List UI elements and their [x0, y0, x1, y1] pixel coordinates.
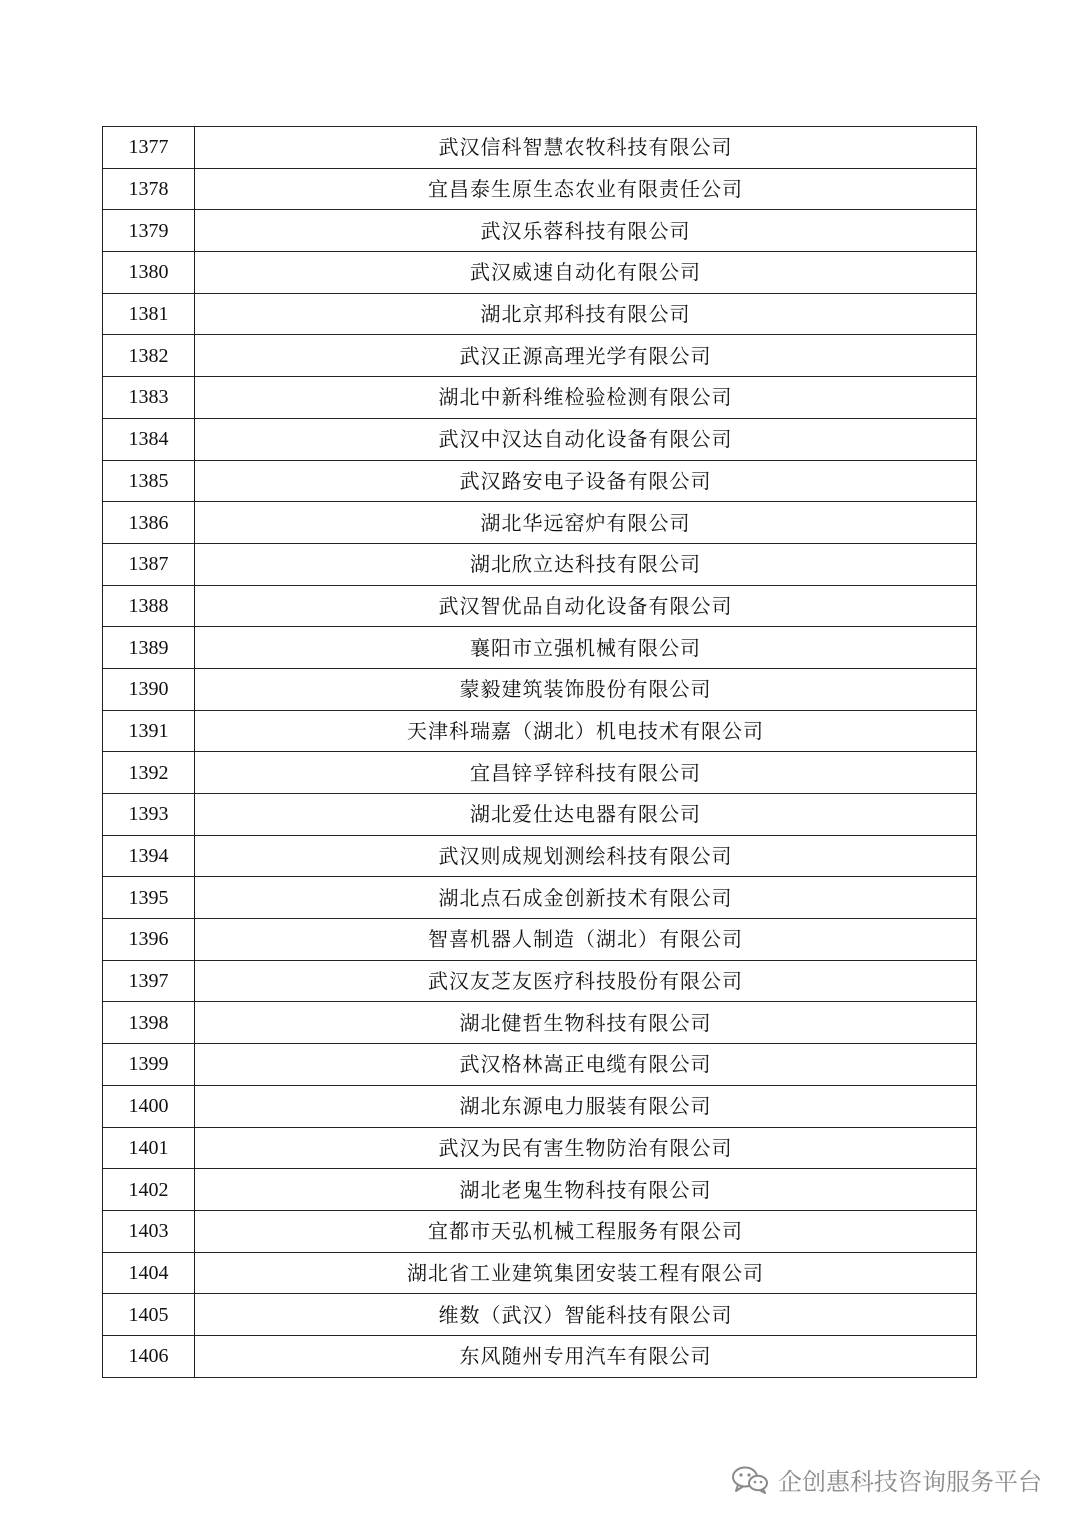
- row-number-cell: 1405: [103, 1294, 195, 1336]
- table-row: [103, 877, 977, 919]
- row-number-cell: 1385: [103, 460, 195, 502]
- row-number-cell: 1399: [103, 1044, 195, 1086]
- company-name-cell: 东风随州专用汽车有限公司: [195, 1335, 977, 1377]
- company-name-cell: 湖北中新科维检验检测有限公司: [195, 377, 977, 419]
- row-number-cell: 1403: [103, 1210, 195, 1252]
- table-row: [103, 1169, 977, 1211]
- company-name-cell: 武汉则成规划测绘科技有限公司: [195, 835, 977, 877]
- company-name-cell: 武汉乐蓉科技有限公司: [195, 210, 977, 252]
- company-name-cell: 蒙毅建筑装饰股份有限公司: [195, 668, 977, 710]
- table-row: [103, 293, 977, 335]
- company-list-table: [102, 126, 977, 1378]
- watermark-text: 企创惠科技咨询服务平台: [778, 1468, 1042, 1496]
- table-row: [103, 835, 977, 877]
- row-number-cell: 1400: [103, 1085, 195, 1127]
- table-row: [103, 502, 977, 544]
- row-number-cell: 1380: [103, 252, 195, 294]
- row-number-cell: 1398: [103, 1002, 195, 1044]
- table-row: [103, 1002, 977, 1044]
- row-number-cell: 1392: [103, 752, 195, 794]
- table-row: [103, 668, 977, 710]
- table-row: [103, 752, 977, 794]
- company-name-cell: 武汉正源高理光学有限公司: [195, 335, 977, 377]
- table-row: [103, 460, 977, 502]
- table-row: [103, 794, 977, 836]
- company-name-cell: 宜都市天弘机械工程服务有限公司: [195, 1210, 977, 1252]
- company-name-cell: 湖北爱仕达电器有限公司: [195, 794, 977, 836]
- row-number-cell: 1381: [103, 293, 195, 335]
- row-number-cell: 1390: [103, 668, 195, 710]
- row-number-cell: 1401: [103, 1127, 195, 1169]
- company-name-cell: 宜昌泰生原生态农业有限责任公司: [195, 168, 977, 210]
- table-row: [103, 335, 977, 377]
- company-name-cell: 武汉路安电子设备有限公司: [195, 460, 977, 502]
- row-number-cell: 1379: [103, 210, 195, 252]
- company-name-cell: 武汉信科智慧农牧科技有限公司: [195, 127, 977, 169]
- company-name-cell: 湖北健哲生物科技有限公司: [195, 1002, 977, 1044]
- row-number-cell: 1396: [103, 919, 195, 961]
- row-number-cell: 1384: [103, 418, 195, 460]
- row-number-cell: 1397: [103, 960, 195, 1002]
- watermark: [730, 1462, 1042, 1497]
- company-name-cell: 湖北省工业建筑集团安装工程有限公司: [195, 1252, 977, 1294]
- table-row: [103, 252, 977, 294]
- table-row: [103, 1085, 977, 1127]
- table-row: [103, 127, 977, 169]
- row-number-cell: 1386: [103, 502, 195, 544]
- company-name-cell: 湖北欣立达科技有限公司: [195, 543, 977, 585]
- row-number-cell: 1406: [103, 1335, 195, 1377]
- row-number-cell: 1378: [103, 168, 195, 210]
- table-row: [103, 1127, 977, 1169]
- table-row: [103, 585, 977, 627]
- company-name-cell: 维数（武汉）智能科技有限公司: [195, 1294, 977, 1336]
- row-number-cell: 1377: [103, 127, 195, 169]
- row-number-cell: 1404: [103, 1252, 195, 1294]
- row-number-cell: 1389: [103, 627, 195, 669]
- company-name-cell: 湖北东源电力服装有限公司: [195, 1085, 977, 1127]
- company-name-cell: 智喜机器人制造（湖北）有限公司: [195, 919, 977, 961]
- table-row: [103, 1252, 977, 1294]
- table-row: [103, 960, 977, 1002]
- row-number-cell: 1402: [103, 1169, 195, 1211]
- row-number-cell: 1387: [103, 543, 195, 585]
- table-row: [103, 418, 977, 460]
- row-number-cell: 1388: [103, 585, 195, 627]
- row-number-cell: 1383: [103, 377, 195, 419]
- table-row: [103, 543, 977, 585]
- wechat-icon: [730, 1465, 770, 1495]
- table-row: [103, 627, 977, 669]
- table-row: [103, 1335, 977, 1377]
- company-name-cell: 湖北老鬼生物科技有限公司: [195, 1169, 977, 1211]
- company-name-cell: 武汉中汉达自动化设备有限公司: [195, 418, 977, 460]
- company-name-cell: 武汉友芝友医疗科技股份有限公司: [195, 960, 977, 1002]
- company-name-cell: 武汉威速自动化有限公司: [195, 252, 977, 294]
- table-row: [103, 919, 977, 961]
- company-name-cell: 襄阳市立强机械有限公司: [195, 627, 977, 669]
- row-number-cell: 1395: [103, 877, 195, 919]
- row-number-cell: 1393: [103, 794, 195, 836]
- company-name-cell: 湖北点石成金创新技术有限公司: [195, 877, 977, 919]
- company-name-cell: 武汉为民有害生物防治有限公司: [195, 1127, 977, 1169]
- row-number-cell: 1391: [103, 710, 195, 752]
- table-row: [103, 1294, 977, 1336]
- table-row: [103, 210, 977, 252]
- company-name-cell: 湖北京邦科技有限公司: [195, 293, 977, 335]
- row-number-cell: 1394: [103, 835, 195, 877]
- company-name-cell: 武汉智优品自动化设备有限公司: [195, 585, 977, 627]
- company-name-cell: 湖北华远窑炉有限公司: [195, 502, 977, 544]
- table-row: [103, 377, 977, 419]
- table-row: [103, 168, 977, 210]
- table-row: [103, 710, 977, 752]
- company-list-body: [103, 127, 977, 1378]
- company-name-cell: 武汉格林嵩正电缆有限公司: [195, 1044, 977, 1086]
- row-number-cell: 1382: [103, 335, 195, 377]
- company-name-cell: 宜昌锌孚锌科技有限公司: [195, 752, 977, 794]
- table-row: [103, 1044, 977, 1086]
- table-row: [103, 1210, 977, 1252]
- company-name-cell: 天津科瑞嘉（湖北）机电技术有限公司: [195, 710, 977, 752]
